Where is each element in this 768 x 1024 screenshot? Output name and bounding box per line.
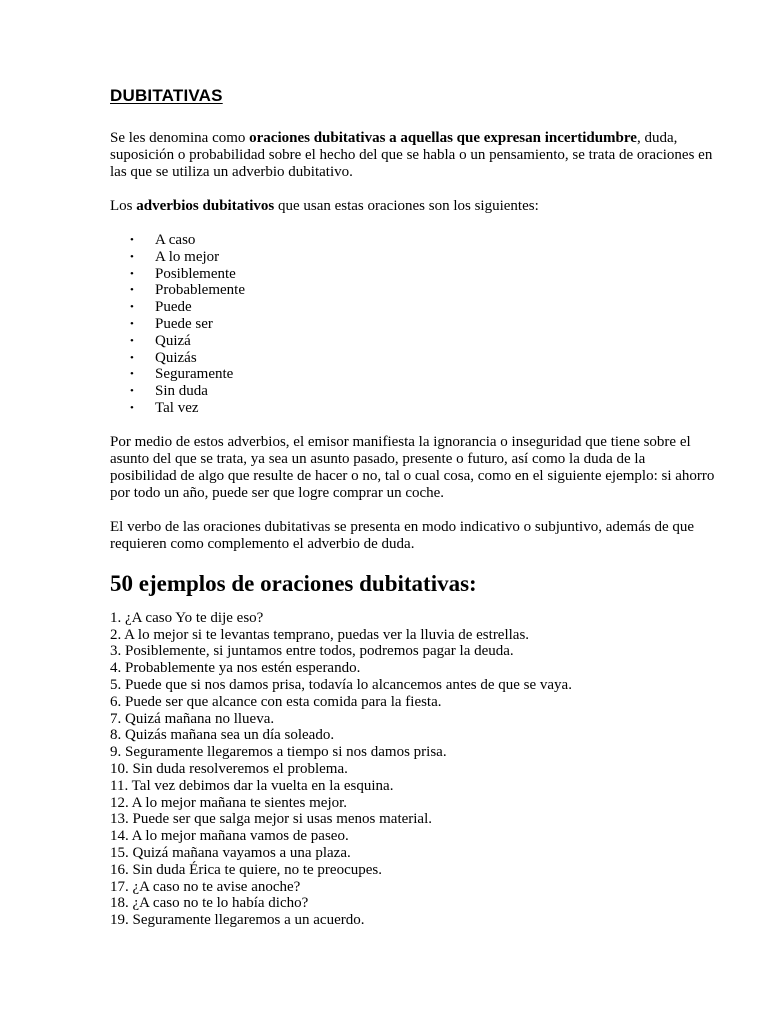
- adverb-label: Sin duda: [155, 383, 208, 400]
- example-sentence: 14. A lo mejor mañana vamos de paseo.: [110, 828, 349, 845]
- adverb-list-item: [110, 232, 715, 249]
- bullet-icon: •: [130, 267, 134, 280]
- example-sentence: 12. A lo mejor mañana te sientes mejor.: [110, 794, 348, 811]
- bullet-icon: •: [130, 250, 134, 263]
- adverb-list-item: [110, 333, 715, 350]
- example-sentence: 17. ¿A caso no te avise anoche?: [110, 878, 301, 895]
- adverb-label: Puede: [155, 299, 192, 316]
- example-sentence: 3. Posiblemente, si juntamos entre todos, podremos pagar la deuda.: [110, 643, 514, 660]
- adverb-list-item: [110, 266, 715, 283]
- adverb-label: Posiblemente: [155, 265, 236, 282]
- example-sentence: 5. Puede que si nos damos prisa, todavía lo alcancemos antes de que se vaya.: [110, 676, 572, 693]
- bullet-icon: •: [130, 317, 134, 330]
- examples-list: [110, 610, 715, 929]
- adverb-bullet-list: [110, 232, 715, 417]
- adverb-list-item: [110, 383, 715, 400]
- adverb-label: Probablemente: [155, 282, 245, 299]
- document-heading: DUBITATIVAS: [110, 86, 223, 105]
- emisor-paragraph: Por medio de estos adverbios, el emisor manifiesta la ignorancia o inseguridad que tiene sobre el asunto del que se trata, ya sea un asunto pasado, presente o futuro, así como la duda de la posibilidad de algo que resulte de hacer o no, tal o cual cosa, como en el siguiente ejemplo: si ahorro por todo un año, puede ser que logre comprar un coche.: [110, 433, 715, 501]
- adverb-label: Quizás: [155, 349, 197, 366]
- example-sentence: 18. ¿A caso no te lo había dicho?: [110, 895, 309, 912]
- example-sentence: 8. Quizás mañana sea un día soleado.: [110, 727, 335, 744]
- adverb-label: Seguramente: [155, 366, 234, 383]
- bullet-icon: •: [130, 301, 134, 314]
- examples-title: 50 ejemplos de oraciones dubitativas:: [110, 570, 477, 596]
- adverb-label: A lo mejor: [155, 248, 220, 265]
- intro-text-end: , duda, suposición o probabilidad sobre el hecho del que se habla o un pensamiento, se trata de oraciones en las que se utiliza un adverbio dubitativo.: [110, 130, 713, 180]
- adverb-list-item: [110, 350, 715, 367]
- example-sentence: 11. Tal vez debimos dar la vuelta en la esquina.: [110, 777, 394, 794]
- bullet-icon: •: [130, 234, 134, 246]
- adverb-label: A caso: [155, 232, 196, 248]
- bullet-icon: •: [130, 385, 134, 398]
- adverb-label: Puede ser: [155, 315, 213, 332]
- bullet-icon: •: [130, 368, 134, 381]
- adverb-list-item: [110, 400, 715, 417]
- adverbs-intro-bold: adverbios dubitativos: [136, 198, 275, 214]
- example-sentence: 19. Seguramente llegaremos a un acuerdo.: [110, 912, 365, 929]
- adverbs-intro-start: Los: [110, 198, 137, 214]
- adverb-label: Tal vez: [155, 399, 199, 416]
- intro-text-start: Se les denomina como: [110, 130, 250, 146]
- example-sentence: 16. Sin duda Érica te quiere, no te preocupes.: [110, 861, 382, 878]
- example-sentence: 10. Sin duda resolveremos el problema.: [110, 760, 348, 777]
- example-sentence: 9. Seguramente llegaremos a tiempo si nos damos prisa.: [110, 744, 447, 761]
- bullet-icon: •: [130, 284, 134, 297]
- adverb-list-item: [110, 282, 715, 299]
- example-sentence: 15. Quizá mañana vayamos a una plaza.: [110, 844, 351, 861]
- bullet-icon: •: [130, 401, 134, 414]
- example-sentence: 7. Quizá mañana no llueva.: [110, 710, 275, 727]
- adverb-list-item: [110, 366, 715, 383]
- example-sentence: 4. Probablemente ya nos estén esperando.: [110, 660, 361, 677]
- adverb-list-item: [110, 249, 715, 266]
- intro-paragraph: [110, 130, 715, 181]
- bullet-icon: •: [130, 351, 134, 364]
- example-sentence: 6. Puede ser que alcance con esta comida para la fiesta.: [110, 693, 442, 710]
- bullet-icon: •: [130, 334, 134, 347]
- verbo-paragraph: El verbo de las oraciones dubitativas se presenta en modo indicativo o subjuntivo, además de que requieren como complemento el adverbio de duda.: [110, 518, 695, 552]
- document-page: [110, 84, 715, 929]
- adverb-list-item: [110, 316, 715, 333]
- intro-bold-definition: oraciones dubitativas a aquellas que expresan incertidumbre: [249, 130, 637, 146]
- example-sentence: 1. ¿A caso Yo te dije eso?: [110, 609, 264, 626]
- adverbs-intro-end: que usan estas oraciones son los siguientes:: [274, 198, 539, 214]
- adverb-list-item: [110, 299, 715, 316]
- example-sentence: 13. Puede ser que salga mejor si usas menos material.: [110, 811, 433, 828]
- adverb-label: Quizá: [155, 332, 191, 349]
- example-sentence: 2. A lo mejor si te levantas temprano, puedas ver la lluvia de estrellas.: [110, 626, 530, 643]
- adverbs-intro-paragraph: [110, 198, 715, 215]
